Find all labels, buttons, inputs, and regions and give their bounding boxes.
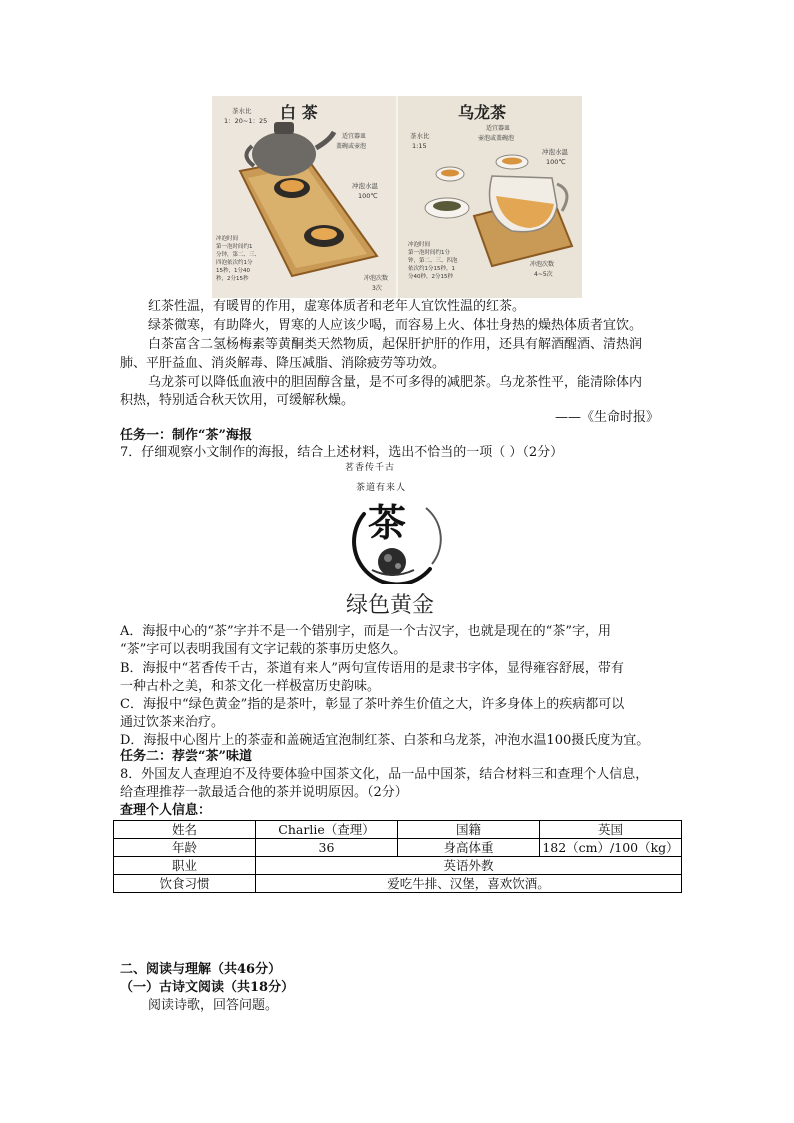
material-source: ——《生命时报》 <box>555 410 660 425</box>
table-row <box>114 821 682 839</box>
table-cell: 英语外教 <box>256 857 682 875</box>
option-b-line1: B．海报中“茗香传千古，茶道有来人”两句宣传语用的是隶书字体，显得雍容舒展，带有 <box>120 661 624 676</box>
white-tea-vessel: 适宜器皿盖碗或壶泡 <box>336 133 367 150</box>
table-row <box>114 857 682 875</box>
material-para-black-tea: 红茶性温，有暖胃的作用，虚寒体质者和老年人宜饮性温的红茶。 <box>148 299 526 314</box>
material-para-oolong-1: 乌龙茶可以降低血液中的胆固醇含量，是不可多得的减肥茶。乌龙茶性平，能清除体内 <box>148 375 643 390</box>
oolong-ratio-label: 茶水比 <box>410 132 430 140</box>
material-para-oolong-2: 积热，特别适合秋天饮用，可缓解秋燥。 <box>120 393 355 408</box>
table-cell: 饮食习惯 <box>114 875 256 893</box>
oolong-count: 4~5次 <box>534 271 553 278</box>
white-tea-water-temp: 100℃ <box>358 192 378 200</box>
charlie-info-table <box>113 820 682 893</box>
white-tea-title: 白 茶 <box>280 103 318 122</box>
tea-poster <box>330 460 460 618</box>
task2-heading: 任务二：荐尝“茶”味道 <box>120 749 252 764</box>
material-para-white-tea-1: 白茶富含二氢杨梅素等黄酮类天然物质，起保肝护肝的作用，还具有解酒醒酒、清热润 <box>148 337 643 352</box>
task1-heading: 任务一：制作“茶”海报 <box>120 428 252 443</box>
oolong-water-temp-label: 冲泡水温 <box>542 148 568 156</box>
table-cell: 36 <box>256 839 398 857</box>
option-a-line2: “茶”字可以表明我国有文字记载的茶事历史悠久。 <box>120 642 407 657</box>
option-c-line2: 通过饮茶来治疗。 <box>120 715 225 730</box>
oolong-ratio: 1:15 <box>412 142 427 150</box>
oolong-time: 冲泡时间第一泡时间约1分钟，第二、三、四泡依次约1分15秒，1 分40秒，2分15秒 <box>408 242 458 280</box>
table-cell: 英国 <box>540 821 682 839</box>
oolong-tea-title: 乌龙茶 <box>458 103 507 122</box>
table-cell: 爱吃牛排、汉堡，喜欢饮酒。 <box>256 875 682 893</box>
oolong-water-temp: 100℃ <box>546 158 566 166</box>
question-8-line1: 8．外国友人查理迫不及待要体验中国茶文化，品一品中国茶，结合材料三和查理个人信息， <box>120 767 649 782</box>
poster-slogan-second: 茶道有来人 <box>356 483 407 493</box>
option-c-line1: C．海报中“绿色黄金”指的是茶叶，彰显了茶叶养生价值之大，许多身体上的疾病都可以 <box>120 697 625 712</box>
material-para-green-tea: 绿茶微寒，有助降火，胃寒的人应该少喝，而容易上火、体壮身热的燥热体质者宜饮。 <box>148 318 643 333</box>
white-tea-ratio-label: 茶水比 <box>232 107 252 115</box>
table-cell: 年龄 <box>114 839 256 857</box>
option-a-line1: A．海报中心的“茶”字并不是一个错别字，而是一个古汉字，也就是现在的“茶”字，用 <box>120 624 611 639</box>
poster-big-tea-character: 茶 <box>368 500 407 545</box>
table-row <box>114 839 682 857</box>
table-cell: Charlie（查理） <box>256 821 398 839</box>
white-tea-count-label: 冲泡次数 <box>364 275 389 282</box>
table-cell: 身高体重 <box>398 839 540 857</box>
white-tea-water-temp-label: 冲泡水温 <box>352 182 378 190</box>
section2-heading: 二、阅读与理解（共46分） <box>120 962 282 977</box>
option-d-line1: D．海报中心图片上的茶壶和盖碗适宜泡制红茶、白茶和乌龙茶，冲泡水温100摄氏度为宜。 <box>120 733 650 748</box>
option-b-line2: 一种古朴之美，和茶文化一样极富历史韵味。 <box>120 679 381 694</box>
poster-slogan-top: 茗香传千古 <box>345 463 396 473</box>
table-cell: 姓名 <box>114 821 256 839</box>
tea-brewing-illustration <box>212 96 582 298</box>
table-row <box>114 875 682 893</box>
oolong-vessel: 适宜器皿壶泡或盖碗泡 <box>478 125 515 142</box>
white-tea-count: 3次 <box>372 285 382 292</box>
material-para-white-tea-2: 肺、平肝益血、消炎解毒、降压减脂、消除疲劳等功效。 <box>120 356 446 371</box>
poster-green-gold-text: 绿色黄金 <box>346 593 435 618</box>
table-cell: 国籍 <box>398 821 540 839</box>
white-tea-ratio: 1：20~1：25 <box>224 117 268 125</box>
oolong-count-label: 冲泡次数 <box>530 261 555 268</box>
personal-info-title: 查理个人信息： <box>120 803 212 818</box>
white-tea-time: 冲泡时间第一泡时间约1 分钟，第二、三、四泡依次约1分 15秒，1分40 秒，2分15秒 <box>216 236 261 282</box>
table-cell: 182（cm）/100（kg） <box>540 839 682 857</box>
table-cell: 职业 <box>114 857 256 875</box>
question-8-line2: 给查理推荐一款最适合他的茶并说明原因。（2分） <box>120 785 408 800</box>
section2-sub-heading: （一）古诗文阅读（共18分） <box>120 980 295 995</box>
section2-intro: 阅读诗歌，回答问题。 <box>148 998 279 1013</box>
question-7: 7．仔细观察小文制作的海报，结合上述材料，选出不恰当的一项（ ）（2分） <box>120 445 564 460</box>
